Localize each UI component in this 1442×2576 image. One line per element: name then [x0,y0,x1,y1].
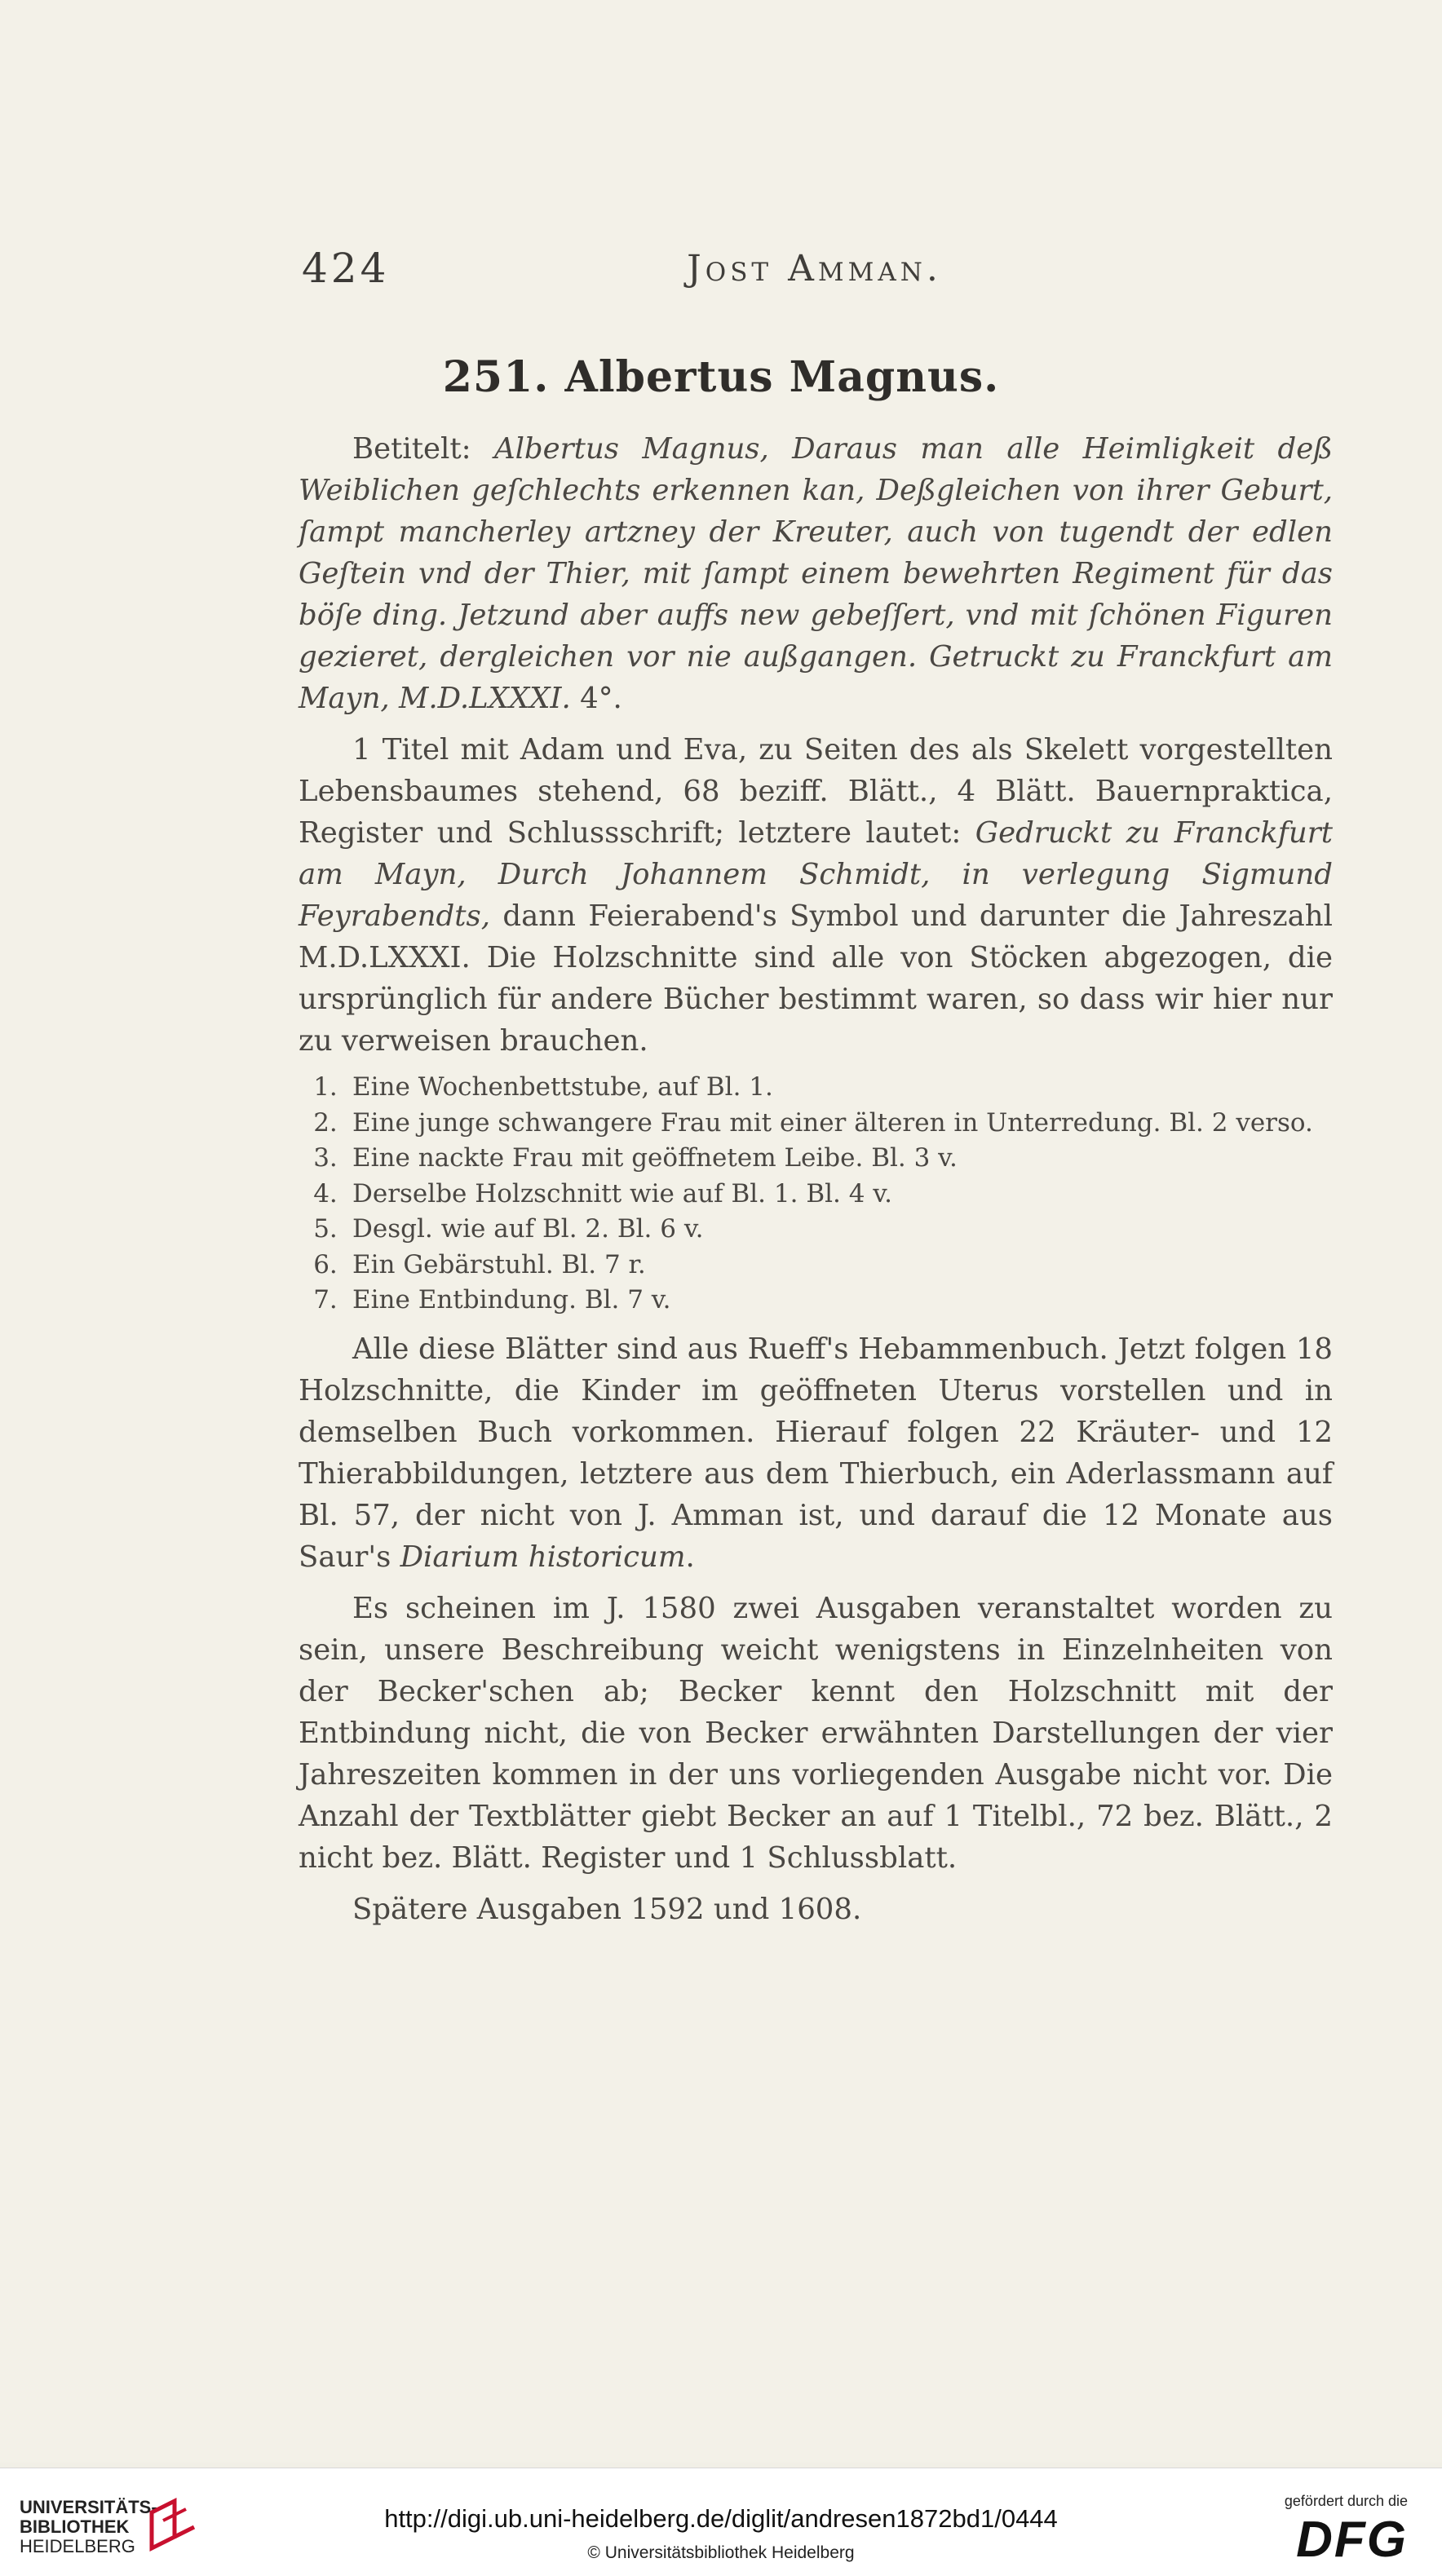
list-item: 4. Derselbe Holzschnitt wie auf Bl. 1. Bl. 4 v. [313,1178,892,1208]
page-number: 424 [302,245,390,292]
later-editions-paragraph: Spätere Ausgaben 1592 und 1608. [352,1892,862,1926]
collation-paragraph: 1 Titel mit Adam und Eva, zu Seiten des als Skelett vorgestellten Lebensbaumes stehend, 68 beziff. Blätt., 4 Blätt. Bauernpraktica, Register und Schlussschrift; letztere lautet: Gedruckt zu Franckfurt am Mayn, Durch Johannem Schmidt, in verlegung Sigmund Feyrabendts, dann Feierabend's Symbol und darunter die Jahreszahl M.D.LXXXI. Die Holzschnitte sind alle von Stöcken abgezogen, die ursprünglich für andere Bücher bestimmt waren, so dass wir hier nur zu verweisen brauchen. [299,733,1333,1058]
list-item: 3. Eine nackte Frau mit geöffnetem Leibe. Bl. 3 v. [313,1143,958,1173]
dfg-logo: DFG [1296,2512,1408,2568]
colophon-quote: Gedruckt zu Franckfurt am Mayn, Durch Johannem Schmidt, in verlegung Sigmund Feyrabendts, [299,816,1333,933]
label-text: Betitelt: [352,432,494,466]
list-item: 6. Ein Gebärstuhl. Bl. 7 r. [313,1249,646,1279]
format-text: 4°. [570,682,622,715]
entry-title: 251. Albertus Magnus. [442,352,1000,402]
cited-work: Diarium historicum [400,1540,686,1574]
woodcut-list [299,1070,1333,1319]
quoted-title: Albertus Magnus, Daraus man alle Heimligkeit deß Weiblichen geſchlechts erkennen kan, Deßgleichen von ihrer Geburt, ſampt mancherley artzney der Kreuter, auch von tugendt der edlen Geſtein vnd der Thier, mit ſampt einem bewehrten Regiment für das böſe ding. Jetzund aber auffs new gebeſſert, vnd mit ſchönen Figuren gezieret, dergleichen vor nie außgangen. Getruckt zu Franckfurt am Mayn, M.D.LXXXI. [299,432,1334,715]
copyright-notice: © Universitätsbibliothek Heidelberg [587,2543,855,2562]
university-library-logo-text: UNIVERSITÄTS- BIBLIOTHEK HEIDELBERG [20,2497,157,2556]
funding-note: gefördert durch die [1284,2493,1408,2509]
list-item: 5. Desgl. wie auf Bl. 2. Bl. 6 v. [313,1214,704,1244]
page-header [299,245,1330,302]
permalink-url[interactable]: http://digi.ub.uni-heidelberg.de/diglit/andresen1872bd1/0444 [384,2504,1058,2533]
running-head: Jost Amman. [687,248,942,289]
list-item: 2. Eine junge schwangere Frau mit einer älteren in Unterredung. Bl. 2 verso. [313,1107,1313,1138]
footer-bar [0,2468,1442,2576]
list-item: 7. Eine Entbindung. Bl. 7 v. [313,1285,671,1315]
list-item: 1. Eine Wochenbettstube, auf Bl. 1. [313,1072,773,1102]
title-description-paragraph [299,428,1333,719]
entry-body [299,428,1333,1930]
source-paragraph: Alle diese Blätter sind aus Rueff's Hebammenbuch. Jetzt folgen 18 Holzschnitte, die Kinder im geöffneten Uterus vorstellen und in demselben Buch vorkommen. Hierauf folgen 22 Kräuter- und 12 Thierabbildungen, letztere aus dem Thierbuch, ein Aderlassmann auf Bl. 57, der nicht von J. Amman ist, und darauf die 12 Monate aus Saur's Diarium historicum. [299,1332,1333,1574]
editions-paragraph: Es scheinen im J. 1580 zwei Ausgaben veranstaltet worden zu sein, unsere Beschreibung weicht wenigstens in Einzelnheiten von der Becker'schen ab; Becker kennt den Holzschnitt mit der Entbindung nicht, die von Becker erwähnten Darstellungen der vier Jahreszeiten kommen in der uns vorliegenden Ausgabe nicht vor. Die Anzahl der Textblätter giebt Becker an auf 1 Titelbl., 72 bez. Blätt., 2 nicht bez. Blätt. Register und 1 Schlussblatt. [299,1591,1333,1875]
